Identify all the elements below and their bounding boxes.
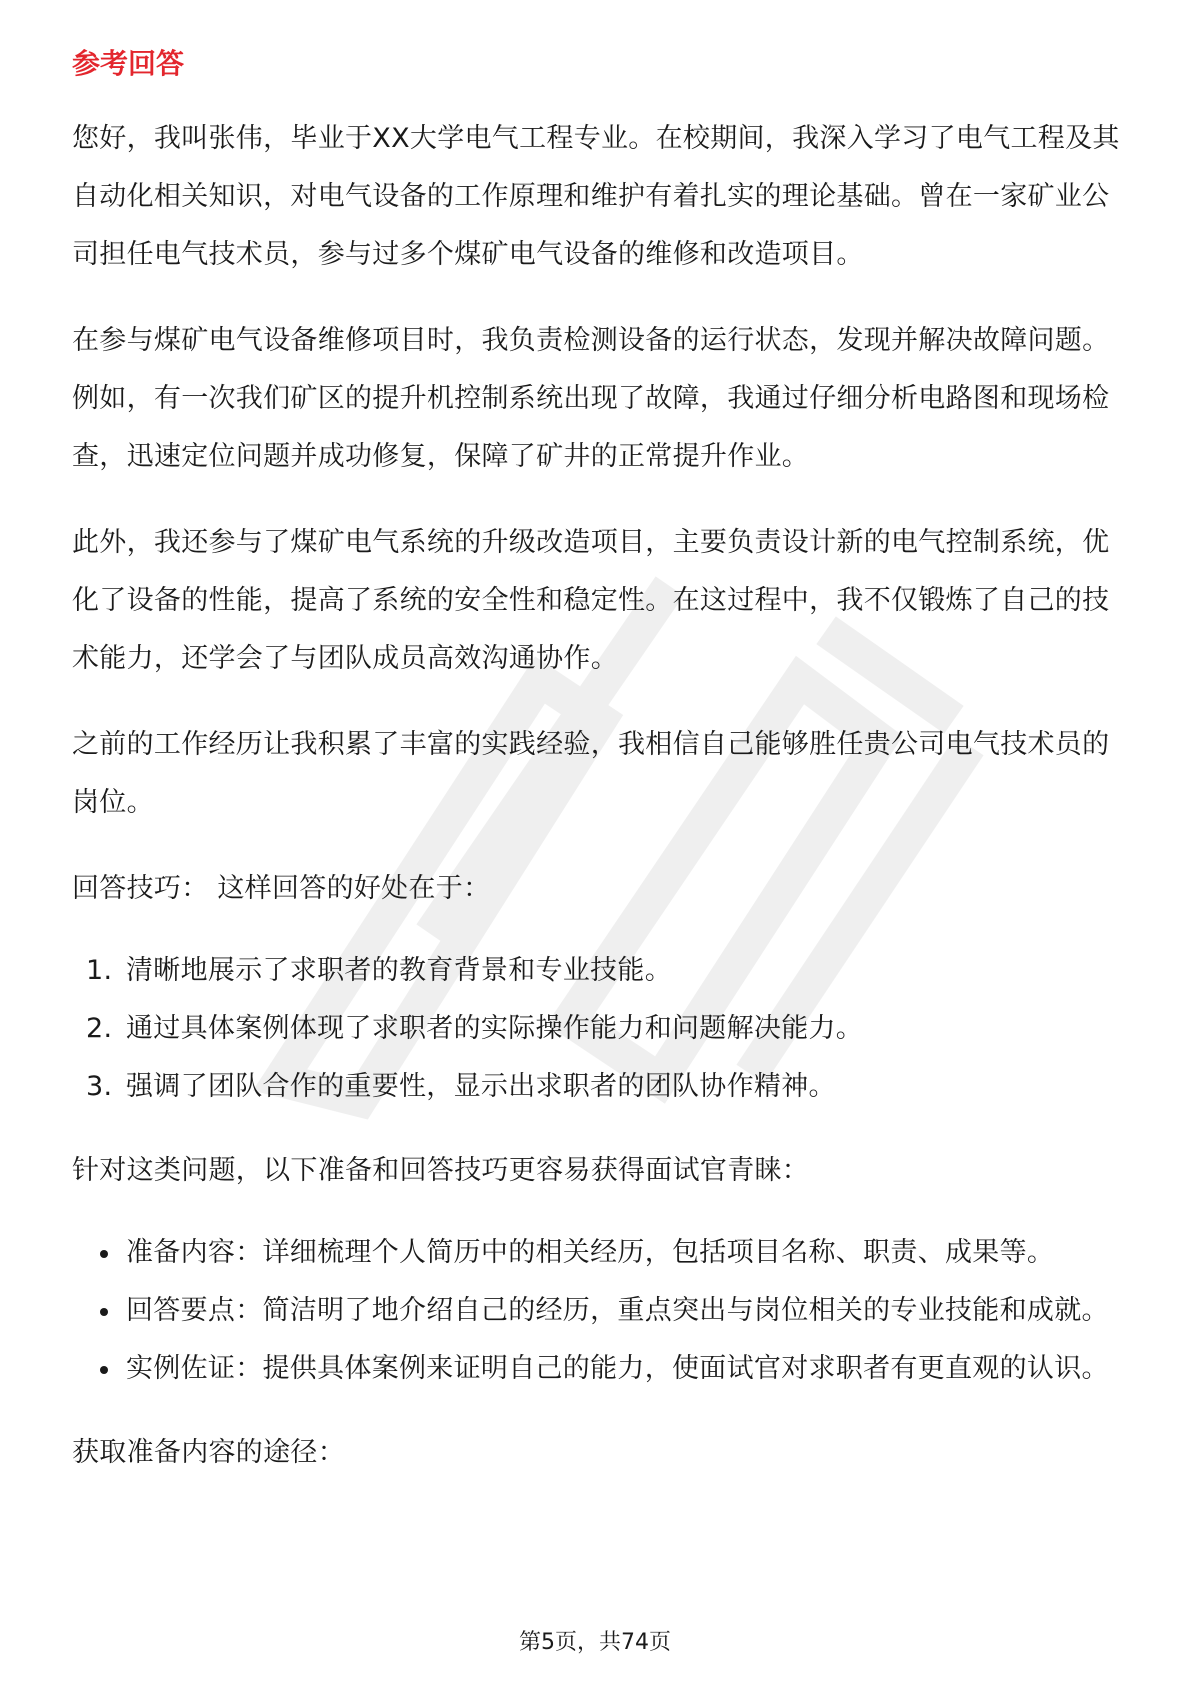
bullet-icon xyxy=(100,1250,108,1258)
list-item-text: 回答要点：简洁明了地介绍自己的经历，重点突出与岗位相关的专业技能和成就。 xyxy=(126,1295,1109,1326)
list-item-text: 准备内容：详细梳理个人简历中的相关经历，包括项目名称、职责、成果等。 xyxy=(126,1237,1055,1268)
answer-paragraph-2: 在参与煤矿电气设备维修项目时，我负责检测设备的运行状态，发现并解决故障问题。例如，有一次我们矿区的提升机控制系统出现了故障，我通过仔细分析电路图和现场检查，迅速定位问题并成功修复，保障了矿井的正常提升作业。 xyxy=(72,325,1110,472)
list-item-text: 实例佐证：提供具体案例来证明自己的能力，使面试官对求职者有更直观的认识。 xyxy=(126,1353,1109,1384)
bullet-icon xyxy=(100,1366,108,1374)
answer-paragraph-3: 此外，我还参与了煤矿电气系统的升级改造项目，主要负责设计新的电气控制系统，优化了设备的性能，提高了系统的安全性和稳定性。在这过程中，我不仅锻炼了自己的技术能力，还学会了与团队成员高效沟通协作。 xyxy=(72,527,1110,674)
list-item xyxy=(72,1058,1132,1116)
answer-paragraph-1: 您好，我叫张伟，毕业于XX大学电气工程专业。在校期间，我深入学习了电气工程及其自动化相关知识，对电气设备的工作原理和维护有着扎实的理论基础。曾在一家矿业公司担任电气技术员，参与过多个煤矿电气设备的维修和改造项目。 xyxy=(72,123,1120,270)
list-number: 1. xyxy=(86,955,113,986)
bullet-icon xyxy=(100,1308,108,1316)
tips-list xyxy=(72,942,1132,1116)
preparation-list xyxy=(72,1224,1132,1398)
list-item xyxy=(72,1224,1132,1282)
list-number: 3. xyxy=(86,1071,113,1102)
tips-heading: 回答技巧： 这样回答的好处在于： xyxy=(72,873,491,904)
document-page xyxy=(72,44,1132,1510)
list-item-text: 清晰地展示了求职者的教育背景和专业技能。 xyxy=(126,955,672,986)
list-item xyxy=(72,1282,1132,1340)
list-item-text: 通过具体案例体现了求职者的实际操作能力和问题解决能力。 xyxy=(126,1013,864,1044)
list-number: 2. xyxy=(86,1013,113,1044)
page-footer: 第5页，共74页 xyxy=(519,1630,671,1655)
section-heading: 参考回答 xyxy=(72,47,185,80)
list-item xyxy=(72,1000,1132,1058)
preparation-heading: 针对这类问题，以下准备和回答技巧更容易获得面试官青睐： xyxy=(72,1155,810,1186)
list-item xyxy=(72,1340,1132,1398)
sources-heading: 获取准备内容的途径： xyxy=(72,1437,345,1468)
list-item-text: 强调了团队合作的重要性，显示出求职者的团队协作精神。 xyxy=(126,1071,836,1102)
list-item xyxy=(72,942,1132,1000)
answer-paragraph-4: 之前的工作经历让我积累了丰富的实践经验，我相信自己能够胜任贵公司电气技术员的岗位。 xyxy=(72,729,1110,818)
